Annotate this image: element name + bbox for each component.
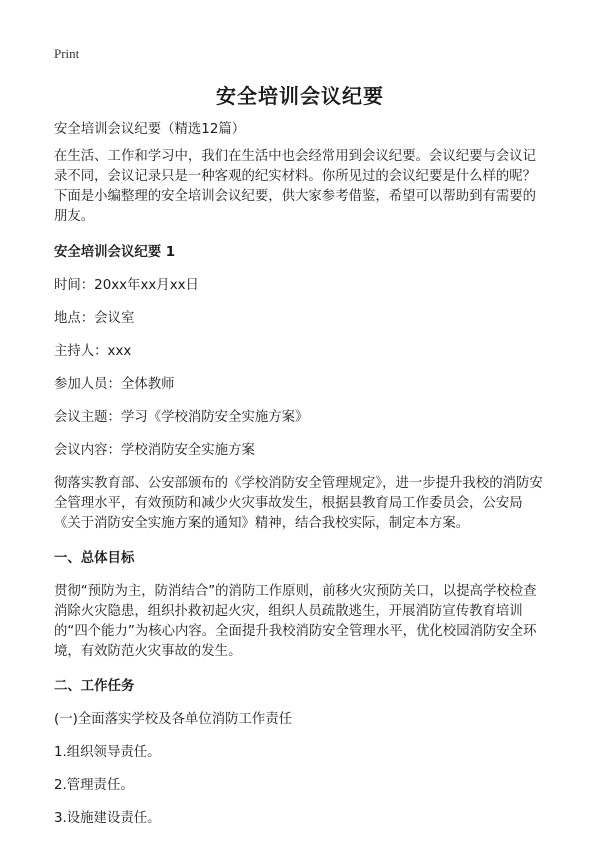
document-body	[54, 120, 548, 842]
task-item: 1.组织领导责任。	[54, 745, 161, 760]
print-link[interactable]: Print	[54, 46, 80, 61]
meeting-host: 主持人：xxx	[54, 344, 132, 359]
intro-paragraph: 在生活、工作和学习中，我们在生活中也会经常用到会议纪要。会议纪要与会议记录不同，会议记录只是一种客观的纪实材料。你所见过的会议纪要是什么样的呢？下面是小编整理的安全培训会议纪要，供大家参考借鉴，希望可以帮助到有需要的朋友。	[54, 149, 537, 224]
tasks-heading: 二、工作任务	[54, 679, 135, 694]
meeting-place: 地点：会议室	[54, 311, 135, 326]
task-item: 2.管理责任。	[54, 778, 134, 793]
meeting-participants: 参加人员：全体教师	[54, 377, 175, 392]
goal-paragraph: 贯彻“预防为主，防消结合”的消防工作原则，前移火灾预防关口，以提高学校检查消除火灾隐患，组织扑救初起火灾，组织人员疏散逃生，开展消防宣传教育培训的“四个能力”为核心内容。全面提升我校消防安全管理水平，优化校园消防安全环境，有效防范火灾事故的发生。	[54, 584, 537, 659]
meeting-time: 时间：20xx年xx月xx日	[54, 278, 199, 293]
page-title: 安全培训会议纪要	[216, 84, 384, 108]
document-subtitle: 安全培训会议纪要（精选12篇）	[54, 122, 246, 137]
meeting-theme: 会议主题：学习《学校消防安全实施方案》	[54, 410, 309, 425]
section-heading: 安全培训会议纪要 1	[54, 245, 176, 260]
meeting-content: 会议内容：学校消防安全实施方案	[54, 443, 255, 458]
task-item: 3.设施建设责任。	[54, 811, 161, 826]
goal-heading: 一、总体目标	[54, 551, 135, 566]
policy-paragraph: 彻落实教育部、公安部颁布的《学校消防安全管理规定》，进一步提升我校的消防安全管理水平，有效预防和减少火灾事故发生，根据县教育局工作委员会，公安局《关于消防安全实施方案的通知》精神，结合我校实际，制定本方案。	[54, 476, 543, 531]
task-subheading: (一)全面落实学校及各单位消防工作责任	[54, 712, 293, 727]
